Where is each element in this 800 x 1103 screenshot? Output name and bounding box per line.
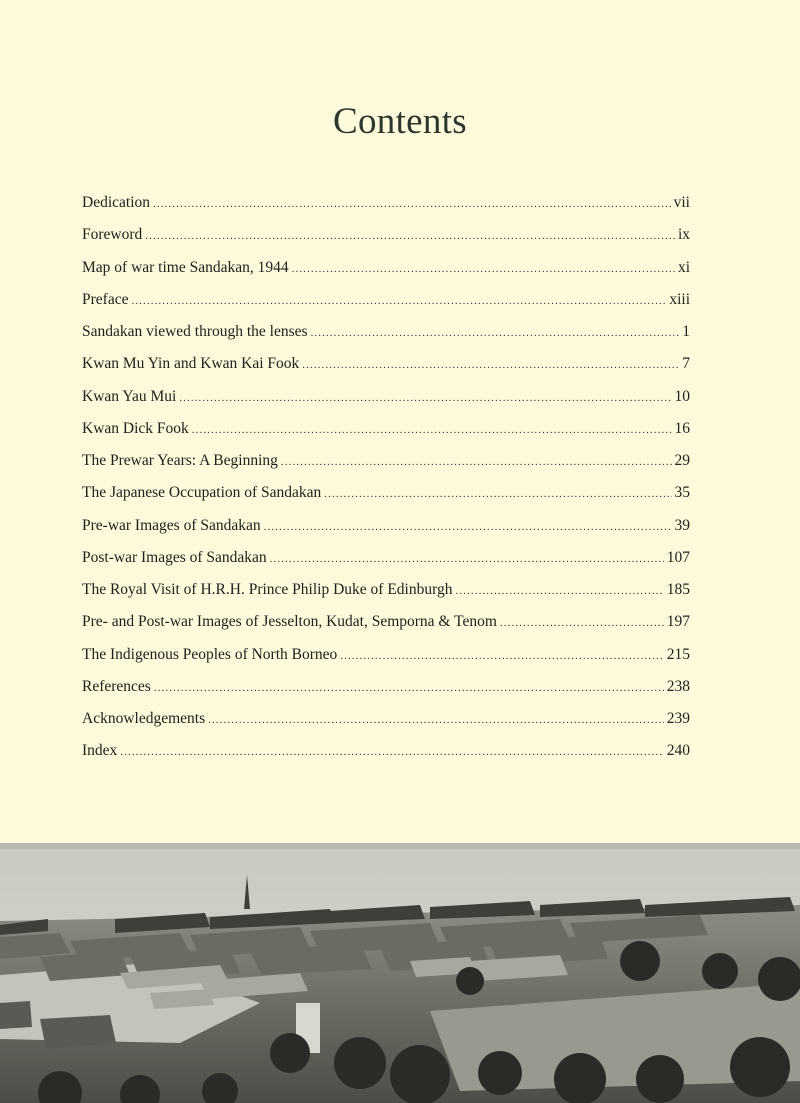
- toc-leader-dots: [154, 682, 664, 694]
- toc-entry-label: Foreword: [82, 226, 143, 244]
- toc-leader-dots: [324, 488, 671, 500]
- toc-entry-page: 39: [674, 516, 690, 534]
- toc-entry-label: Pre-war Images of Sandakan: [82, 516, 261, 534]
- toc-leader-dots: [145, 230, 675, 242]
- toc-entry-label: Pre- and Post-war Images of Jesselton, Kudat, Semporna & Tenom: [82, 613, 497, 631]
- toc-leader-dots: [455, 585, 663, 597]
- sandakan-aerial-photo: [0, 843, 800, 1103]
- toc-entry-page: 197: [666, 613, 690, 631]
- toc-entry[interactable]: [82, 194, 690, 226]
- toc-entry[interactable]: [82, 678, 690, 710]
- toc-entry-label: Map of war time Sandakan, 1944: [82, 258, 289, 276]
- toc-entry-label: Kwan Yau Mui: [82, 387, 177, 405]
- toc-leader-dots: [302, 359, 679, 371]
- toc-leader-dots: [120, 746, 663, 758]
- toc-entry-label: Post-war Images of Sandakan: [82, 548, 267, 566]
- toc-entry[interactable]: [82, 613, 690, 645]
- toc-entry[interactable]: [82, 646, 690, 678]
- toc-entry-page: 215: [666, 645, 690, 663]
- toc-entry[interactable]: [82, 388, 690, 420]
- toc-leader-dots: [500, 617, 664, 629]
- toc-leader-dots: [153, 198, 671, 210]
- toc-leader-dots: [192, 424, 672, 436]
- toc-entry-label: The Royal Visit of H.R.H. Prince Philip Duke of Edinburgh: [82, 581, 453, 598]
- toc-entry-page: 10: [674, 387, 690, 405]
- toc-entry-label: The Indigenous Peoples of North Borneo: [82, 645, 338, 663]
- toc-leader-dots: [131, 295, 666, 307]
- toc-entry-page: 35: [674, 484, 690, 502]
- toc-entry[interactable]: [82, 452, 690, 484]
- toc-entry-label: References: [82, 677, 151, 695]
- toc-entry-page: xiii: [669, 290, 690, 308]
- toc-leader-dots: [311, 327, 680, 339]
- toc-entry[interactable]: [82, 323, 690, 355]
- toc-entry[interactable]: [82, 259, 690, 291]
- toc-entry-page: 1: [682, 323, 690, 340]
- toc-leader-dots: [264, 521, 672, 533]
- toc-entry-page: vii: [673, 194, 690, 211]
- toc-entry[interactable]: [82, 291, 690, 323]
- toc-leader-dots: [340, 650, 663, 662]
- toc-entry-label: The Prewar Years: A Beginning: [82, 452, 278, 469]
- toc-leader-dots: [208, 714, 664, 726]
- toc-entry[interactable]: [82, 581, 690, 613]
- toc-entry-page: xi: [677, 258, 690, 276]
- toc-entry-page: 16: [674, 419, 690, 437]
- toc-entry[interactable]: [82, 355, 690, 387]
- toc-entry-page: 107: [666, 548, 690, 566]
- toc-entry-label: The Japanese Occupation of Sandakan: [82, 484, 322, 502]
- toc-leader-dots: [281, 456, 672, 468]
- page-title: Contents: [333, 101, 467, 142]
- toc-entry-label: Sandakan viewed through the lenses: [82, 323, 308, 340]
- toc-entry-page: 239: [666, 710, 690, 727]
- toc-entry-label: Dedication: [82, 194, 151, 211]
- toc-entry[interactable]: [82, 549, 690, 581]
- toc-entry[interactable]: [82, 420, 690, 452]
- toc-entry-page: 240: [666, 742, 690, 760]
- toc-leader-dots: [179, 392, 671, 404]
- toc-entry[interactable]: [82, 710, 690, 742]
- toc-entry[interactable]: [82, 226, 690, 258]
- toc-entry-page: 238: [666, 677, 690, 695]
- toc-entry[interactable]: [82, 742, 690, 774]
- toc-entry-page: 185: [666, 581, 690, 598]
- toc-leader-dots: [270, 553, 664, 565]
- toc-entry-label: Kwan Mu Yin and Kwan Kai Fook: [82, 355, 300, 373]
- toc-entry[interactable]: [82, 484, 690, 516]
- toc-entry-label: Kwan Dick Fook: [82, 419, 189, 437]
- toc-entry-page: 7: [682, 355, 690, 373]
- toc-leader-dots: [292, 263, 675, 275]
- toc-entry-label: Index: [82, 742, 118, 760]
- toc-entry-page: 29: [674, 452, 690, 469]
- table-of-contents: [82, 194, 690, 775]
- toc-entry[interactable]: [82, 517, 690, 549]
- toc-entry-label: Acknowledgements: [82, 710, 206, 727]
- toc-entry-label: Preface: [82, 290, 129, 308]
- toc-entry-page: ix: [677, 226, 690, 244]
